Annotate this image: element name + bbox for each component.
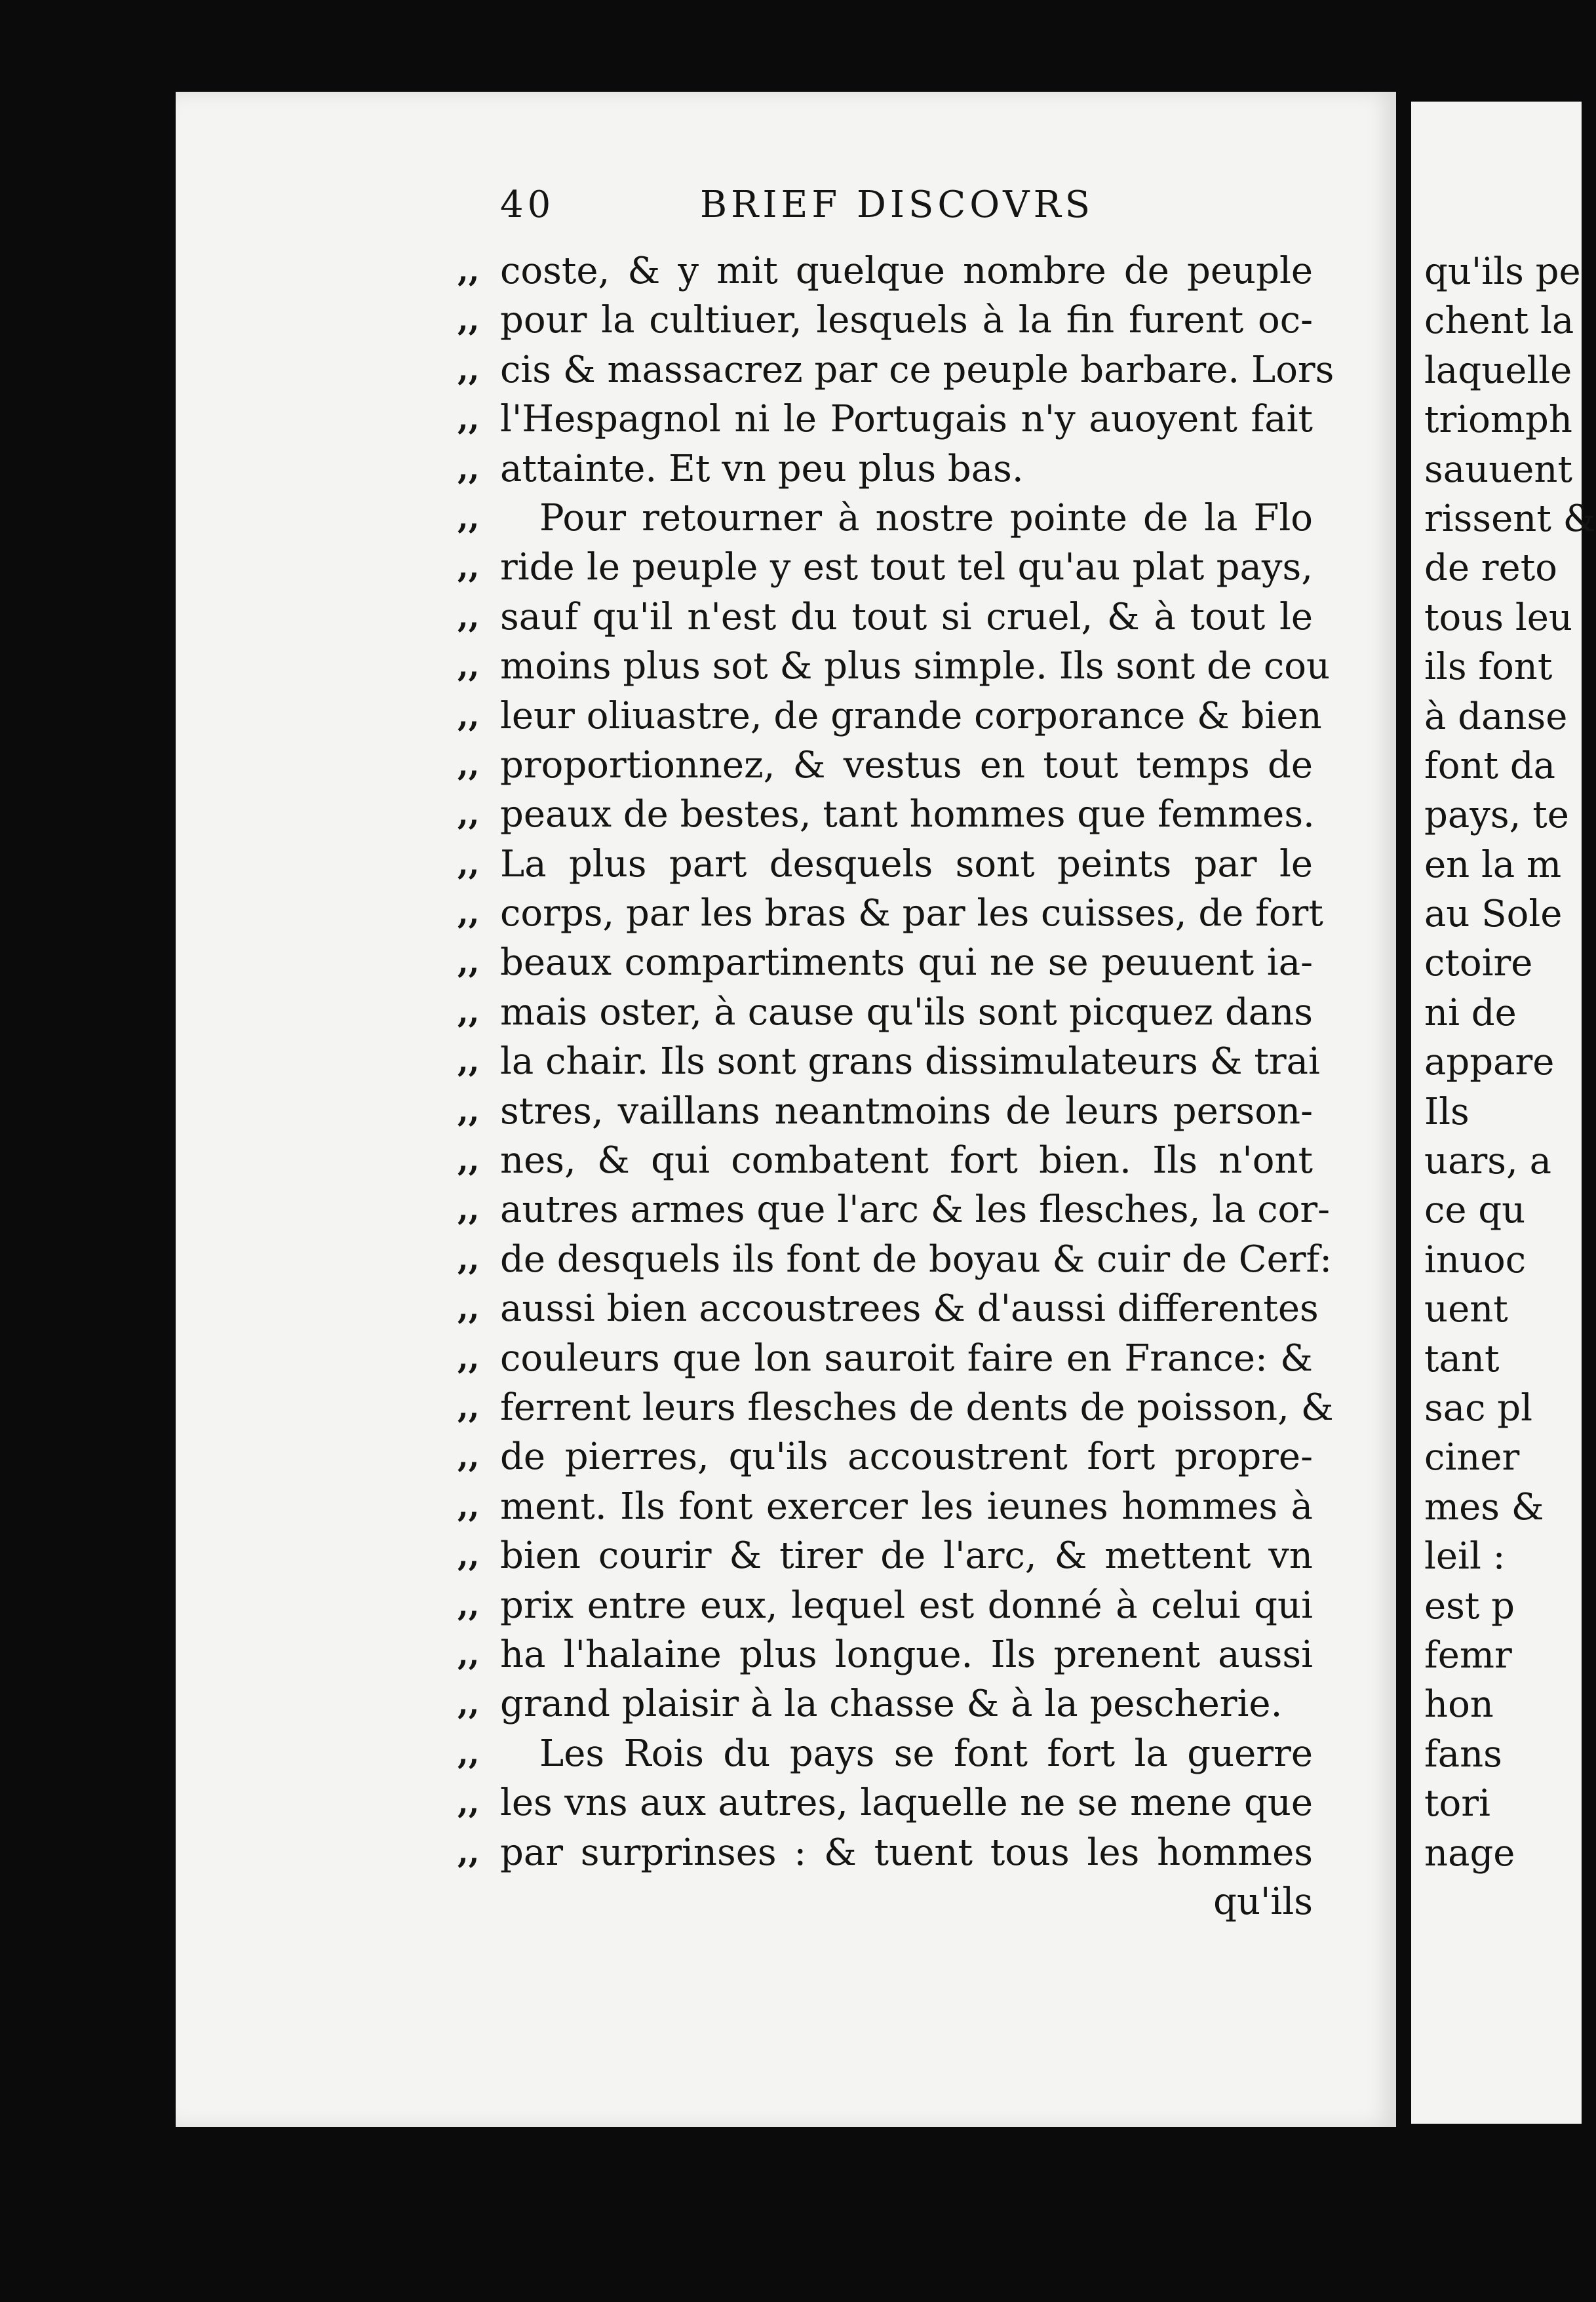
quotation-mark: ,, [457,845,480,882]
quotation-mark: ,, [457,746,480,783]
right-line-fragment: chent la [1424,300,1574,343]
quotation-mark: ,, [457,1784,480,1822]
text-line [176,938,1396,987]
quotation-mark: ,, [457,1487,480,1525]
right-line-fragment: ils font [1424,646,1553,689]
quotation-mark: ,, [457,895,480,932]
text-line [176,642,1396,691]
text-line [176,1284,1396,1333]
right-line-fragment: rissent & [1424,497,1596,540]
text-line [176,543,1396,592]
line-text: peaux de bestes, tant hommes que femmes. [500,793,1315,836]
right-line-fragment: font da [1424,744,1556,787]
quotation-mark: ,, [457,450,480,487]
quotation-mark: ,, [457,499,480,536]
right-line-fragment: tous leu [1424,596,1572,639]
line-text: la chair. Ils sont grans dissimulateurs & trai [500,1040,1320,1083]
line-text: ha l'halaine plus longue. Ils prenent aussi [500,1633,1313,1676]
right-line-fragment: sauuent [1424,448,1572,491]
right-line-fragment: qu'ils pe [1424,250,1581,293]
line-text: leur oliuastre, de grande corporance & bien [500,694,1322,737]
text-line [176,1235,1396,1284]
right-line-fragment: appare [1424,1041,1555,1084]
line-text: de desquels ils font de boyau & cuir de Cerf: [500,1238,1333,1281]
right-line-fragment: en la m [1424,843,1562,886]
line-text: ride le peuple y est tout tel qu'au plat pays, [500,546,1313,589]
text-line [176,395,1396,444]
text-line [176,1383,1396,1432]
line-text: bien courir & tirer de l'arc, & mettent vn [500,1534,1313,1578]
right-line-fragment: Ils [1424,1090,1469,1133]
right-line-fragment: à danse [1424,695,1568,738]
left-page [176,92,1396,2127]
text-line [176,1679,1396,1728]
line-text: ment. Ils font exercer les ieunes hommes à [500,1485,1313,1528]
quotation-mark: ,, [457,648,480,685]
right-line-fragment: leil : [1424,1535,1506,1578]
text-line [176,1581,1396,1630]
right-line-fragment: ctoire [1424,942,1533,985]
quotation-mark: ,, [457,1092,480,1129]
right-line-fragment: mes & [1424,1485,1544,1529]
right-line-fragment: sac pl [1424,1386,1533,1430]
line-text: ferrent leurs flesches de dents de poisson, & [500,1386,1334,1429]
right-line-fragment: tant [1424,1337,1500,1380]
line-text: cis & massacrez par ce peuple barbare. Lors [500,348,1334,391]
right-text-block [1411,247,1596,1878]
text-line [176,1432,1396,1481]
right-line-fragment: tori [1424,1782,1490,1825]
quotation-mark: ,, [457,252,480,289]
quotation-mark: ,, [457,1339,480,1376]
text-block [176,246,1396,1926]
right-line-fragment: uent [1424,1288,1508,1331]
line-text: proportionnez, & vestus en tout temps de [500,743,1313,787]
catchword: qu'ils [1213,1880,1313,1923]
quotation-mark: ,, [457,351,480,388]
running-head [176,184,1396,236]
line-text: attainte. Et vn peu plus bas. [500,447,1024,490]
text-line [176,988,1396,1037]
text-line [176,692,1396,741]
quotation-mark: ,, [457,1043,480,1080]
text-line [176,1185,1396,1234]
text-line [176,1482,1396,1531]
quotation-mark: ,, [457,1142,480,1179]
right-line-fragment: triomph [1424,399,1572,442]
quotation-mark: ,, [457,1734,480,1772]
text-line [176,1778,1396,1827]
text-line [176,1037,1396,1086]
right-line-fragment: fans [1424,1732,1502,1776]
quotation-mark: ,, [457,1586,480,1624]
text-line [176,1828,1396,1877]
text-line [176,494,1396,543]
text-line [176,444,1396,494]
catchword-line [176,1877,1396,1926]
line-text: l'Hespagnol ni le Portugais n'y auoyent fait [500,398,1313,441]
right-line-fragment: laquelle [1424,349,1572,392]
right-line-fragment: inuoc [1424,1238,1527,1281]
line-text: La plus part desquels sont peints par le [500,842,1313,886]
line-text: corps, par les bras & par les cuisses, de fort [500,892,1323,935]
line-text: Les Rois du pays se font fort la guerre [539,1732,1313,1775]
line-text: sauf qu'il n'est du tout si cruel, & à tout le [500,595,1313,638]
line-text: autres armes que l'arc & les flesches, la cor- [500,1188,1331,1232]
quotation-mark: ,, [457,549,480,586]
text-line [176,889,1396,938]
quotation-mark: ,, [457,1290,480,1327]
line-text: prix entre eux, lequel est donné à celui qui [500,1584,1313,1627]
right-line-fragment: ni de [1424,991,1517,1034]
text-line [176,296,1396,345]
quotation-mark: ,, [457,1240,480,1278]
quotation-mark: ,, [457,1388,480,1426]
line-text: coste, & y mit quelque nombre de peuple [500,250,1313,292]
quotation-mark: ,, [457,993,480,1030]
line-text: grand plaisir à la chasse & à la pescherie. [500,1683,1283,1726]
text-line [176,345,1396,395]
text-line [176,1630,1396,1679]
text-line [176,1087,1396,1136]
right-line-fragment: nage [1424,1831,1515,1875]
right-line-fragment: ciner [1424,1436,1520,1479]
right-line-fragment: de reto [1424,547,1557,590]
right-line-fragment: uars, a [1424,1140,1551,1183]
quotation-mark: ,, [457,1685,480,1723]
line-text: de pierres, qu'ils accoustrent fort propre- [500,1435,1313,1479]
right-page-fragment [1411,102,1596,2124]
right-line-fragment: femr [1424,1633,1512,1677]
right-line-fragment: hon [1424,1683,1494,1726]
text-line [176,1334,1396,1383]
line-text: pour la cultiuer, lesquels à la fin furent oc- [500,299,1313,342]
line-text: par surprinses : & tuent tous les hommes [500,1831,1313,1874]
line-text: les vns aux autres, laquelle ne se mene que [500,1782,1313,1825]
right-line-fragment: au Sole [1424,893,1563,936]
quotation-mark: ,, [457,1191,480,1228]
line-text: beaux compartiments qui ne se peuuent ia- [500,941,1313,985]
text-line [176,840,1396,889]
quotation-mark: ,, [457,796,480,833]
quotation-mark: ,, [457,302,480,339]
text-line [176,1136,1396,1185]
quotation-mark: ,, [457,697,480,734]
line-text: couleurs que lon sauroit faire en France: & [500,1336,1313,1380]
right-line-fragment: est p [1424,1584,1515,1628]
page-number: 40 [500,184,555,226]
quotation-mark: ,, [457,1635,480,1673]
quotation-mark: ,, [457,1438,480,1475]
text-line [176,1729,1396,1778]
line-text: moins plus sot & plus simple. Ils sont de cou [500,645,1331,688]
quotation-mark: ,, [457,1833,480,1871]
quotation-mark: ,, [457,400,480,438]
quotation-mark: ,, [457,944,480,981]
right-line-fragment: pays, te [1424,794,1569,837]
line-text: aussi bien accoustrees & d'aussi differentes [500,1287,1319,1331]
line-text: nes, & qui combatent fort bien. Ils n'ont [500,1139,1313,1182]
line-text: Pour retourner à nostre pointe de la Flo [539,496,1313,539]
line-text: stres, vaillans neantmoins de leurs person- [500,1089,1313,1133]
line-text: mais oster, à cause qu'ils sont picquez dans [500,990,1313,1034]
text-line [176,741,1396,790]
right-line-fragment: ce qu [1424,1189,1526,1232]
text-line [176,593,1396,642]
text-line [176,790,1396,839]
quotation-mark: ,, [457,598,480,635]
running-title: BRIEF DISCOVRS [700,184,1095,226]
text-line [176,246,1396,296]
text-line [176,1531,1396,1580]
quotation-mark: ,, [457,1537,480,1574]
